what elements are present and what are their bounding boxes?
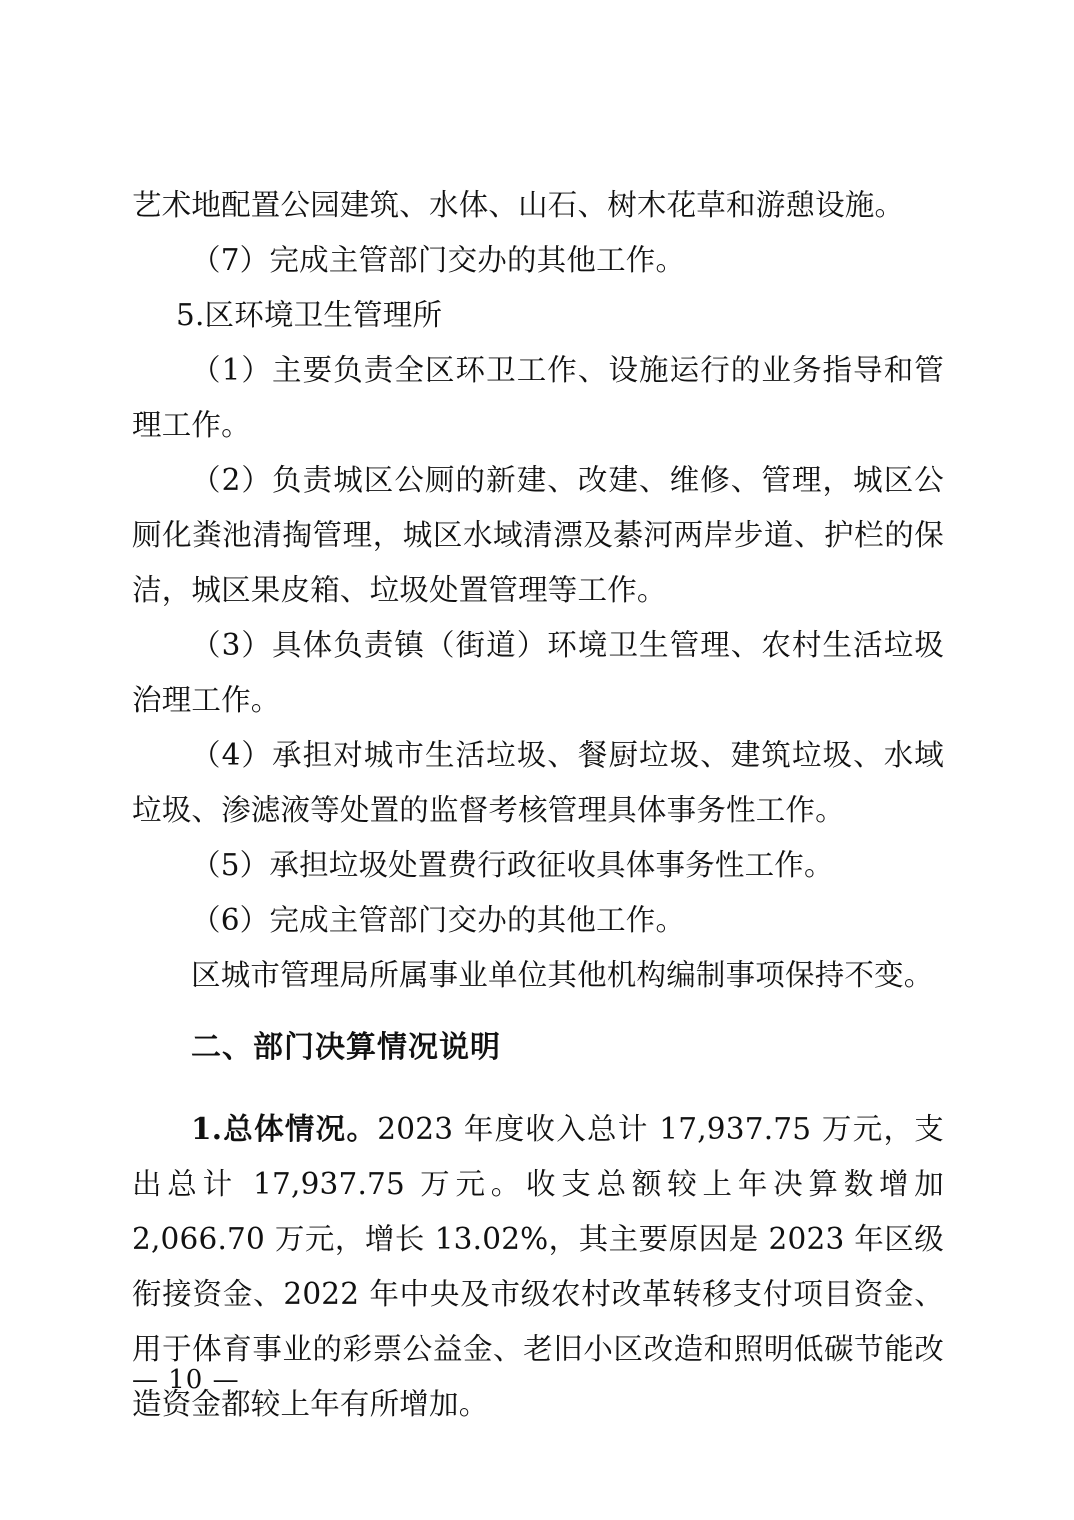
- paragraph: （7）完成主管部门交办的其他工作。: [191, 243, 686, 277]
- paragraph: （6）完成主管部门交办的其他工作。: [191, 903, 686, 937]
- summary-lead: 1.总体情况。: [191, 1111, 378, 1146]
- paragraph: 艺术地配置公园建筑、水体、山石、树木花草和游憩设施。: [132, 188, 905, 222]
- summary-body: 2023 年度收入总计 17,937.75 万元，支出总计 17,937.75 万元。收支总额较上年决算数增加 2,066.70 万元，增长 13.02%，其主要原因是 2023 年区级衔接资金、2022 年中央及市级农村改革转移支付项目资金、用于体育事业的彩票公益金、老旧小区改造和照明低碳节能改造资金都较上年有所增加。: [132, 1112, 944, 1421]
- paragraph: （3）具体负责镇（街道）环境卫生管理、农村生活垃圾治理工作。: [132, 628, 944, 717]
- paragraph: （4）承担对城市生活垃圾、餐厨垃圾、建筑垃圾、水域垃圾、渗滤液等处置的监督考核管理具体事务性工作。: [132, 738, 944, 827]
- paragraph: 5.区环境卫生管理所: [176, 298, 443, 332]
- paragraph: （2）负责城区公厕的新建、改建、维修、管理，城区公厕化粪池清掏管理，城区水域清漂及綦河两岸步道、护栏的保洁，城区果皮箱、垃圾处置管理等工作。: [132, 463, 944, 607]
- section-heading: 二、部门决算情况说明: [191, 1030, 501, 1065]
- paragraph: （1）主要负责全区环卫工作、设施运行的业务指导和管理工作。: [132, 353, 944, 442]
- paragraph: 区城市管理局所属事业单位其他机构编制事项保持不变。: [191, 958, 934, 992]
- page-number: — 10 —: [132, 1365, 240, 1395]
- document-body: [132, 178, 944, 1432]
- paragraph: （5）承担垃圾处置费行政征收具体事务性工作。: [191, 848, 834, 882]
